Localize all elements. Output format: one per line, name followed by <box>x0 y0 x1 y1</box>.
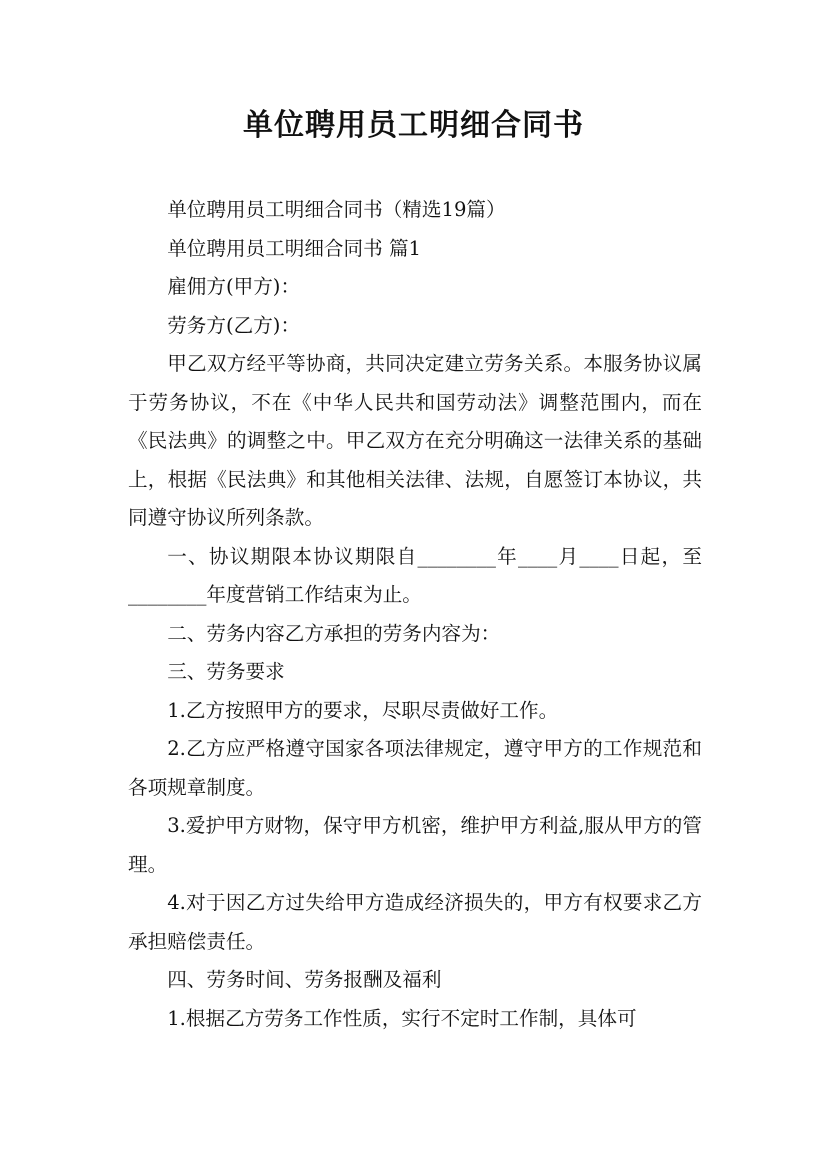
clause-term: 一、协议期限本协议期限自________年____月____日起，至________年度营销工作结束为止。 <box>128 544 702 606</box>
party-b-line: 劳务方(乙方)： <box>167 313 301 337</box>
document-title: 单位聘用员工明细合同书 <box>243 108 584 143</box>
requirement-item-2: 2.乙方应严格遵守国家各项法律规定，遵守甲方的工作规范和各项规章制度。 <box>128 737 702 799</box>
clause-requirements-heading: 三、劳务要求 <box>167 660 285 683</box>
clause-content: 二、劳务内容乙方承担的劳务内容为： <box>167 621 501 645</box>
subtitle-article-1: 单位聘用员工明细合同书 篇1 <box>167 236 422 260</box>
clause-time-pay-heading: 四、劳务时间、劳务报酬及福利 <box>167 968 442 991</box>
requirement-item-3: 3.爱护甲方财物，保守甲方机密，维护甲方利益,服从甲方的管理。 <box>128 814 702 876</box>
subtitle-collection: 单位聘用员工明细合同书（精选19篇） <box>167 198 506 221</box>
intro-paragraph: 甲乙双方经平等协商，共同决定建立劳务关系。本服务协议属于劳务协议，不在《中华人民共和国劳动法》调整范围内，而在《民法典》的调整之中。甲乙双方在充分明确这一法律关系的基础上，根据《民法典》和其他相关法律、法规，自愿签订本协议，共同遵守协议所列条款。 <box>128 352 702 529</box>
requirement-item-4: 4.对于因乙方过失给甲方造成经济损失的，甲方有权要求乙方承担赔偿责任。 <box>128 891 702 953</box>
time-pay-item-1: 1.根据乙方劳务工作性质，实行不定时工作制，具体可 <box>167 1006 637 1030</box>
party-a-line: 雇佣方(甲方)： <box>167 275 301 298</box>
document-body <box>128 191 702 1038</box>
requirement-item-1: 1.乙方按照甲方的要求，尽职尽责做好工作。 <box>167 698 559 722</box>
